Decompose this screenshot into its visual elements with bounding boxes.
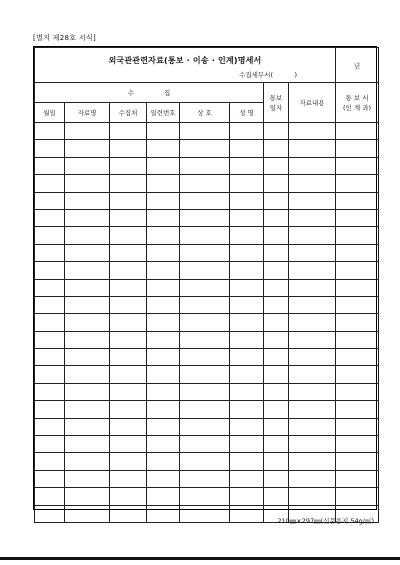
table-cell[interactable] [35, 262, 65, 279]
form-number-label: [별지 제28호 서식] [33, 34, 96, 42]
table-cell[interactable] [35, 366, 65, 383]
table-cell[interactable] [336, 140, 379, 157]
notice-header [336, 83, 379, 123]
table-row [35, 383, 379, 400]
table-cell[interactable] [180, 279, 230, 296]
table-cell[interactable] [65, 157, 110, 174]
table-cell[interactable] [264, 349, 289, 366]
table-cell[interactable] [35, 140, 65, 157]
col-header-item-name: 자료명 [65, 103, 110, 123]
table-cell[interactable] [35, 470, 65, 487]
table-cell[interactable] [230, 209, 264, 226]
table-cell[interactable] [180, 209, 230, 226]
table-cell[interactable] [180, 140, 230, 157]
table-cell[interactable] [110, 244, 147, 261]
table-cell[interactable] [147, 470, 180, 487]
table-cell[interactable] [230, 401, 264, 418]
table-cell[interactable] [230, 175, 264, 192]
table-cell[interactable] [230, 140, 264, 157]
table-cell[interactable] [147, 296, 180, 313]
table-cell[interactable] [65, 244, 110, 261]
table-cell[interactable] [230, 470, 264, 487]
notify-date-header [264, 83, 289, 123]
table-cell[interactable] [110, 470, 147, 487]
table-cell[interactable] [230, 366, 264, 383]
table-cell[interactable] [180, 453, 230, 470]
table-row [35, 418, 379, 435]
tax-office-label [239, 70, 297, 79]
table-cell[interactable] [65, 366, 110, 383]
table-cell[interactable] [147, 366, 180, 383]
table-row [35, 192, 379, 209]
table-cell[interactable] [35, 157, 65, 174]
table-cell[interactable] [110, 349, 147, 366]
collection-group-label: 수집 [127, 89, 201, 97]
table-cell[interactable] [230, 349, 264, 366]
table-cell[interactable] [65, 140, 110, 157]
table-cell[interactable] [35, 418, 65, 435]
table-cell[interactable] [336, 383, 379, 400]
table-cell[interactable] [289, 296, 336, 313]
table-cell[interactable] [147, 175, 180, 192]
col-header-date: 월일 [35, 103, 65, 123]
table-cell[interactable] [264, 383, 289, 400]
document-title: 외국관관련자료(통보 · 이송 · 인계)명세서 [108, 56, 262, 65]
table-cell[interactable] [336, 436, 379, 453]
table-cell[interactable] [65, 470, 110, 487]
table-cell[interactable] [180, 383, 230, 400]
table-cell[interactable] [264, 209, 289, 226]
notice-line-1: 통 보 서 [345, 93, 369, 102]
table-cell[interactable] [264, 470, 289, 487]
table-cell[interactable] [65, 227, 110, 244]
table-cell[interactable] [264, 262, 289, 279]
table-cell[interactable] [65, 505, 110, 522]
table-cell[interactable] [147, 331, 180, 348]
table-cell[interactable] [110, 383, 147, 400]
col-header-company: 상 호 [180, 103, 230, 123]
table-cell[interactable] [289, 366, 336, 383]
table-row [35, 366, 379, 383]
table-cell[interactable] [110, 279, 147, 296]
table-cell[interactable] [147, 244, 180, 261]
table-row [35, 227, 379, 244]
table-cell[interactable] [336, 175, 379, 192]
table-cell[interactable] [180, 505, 230, 522]
table-cell[interactable] [289, 209, 336, 226]
table-cell[interactable] [264, 453, 289, 470]
table-cell[interactable] [264, 436, 289, 453]
table-cell[interactable] [110, 505, 147, 522]
table-cell[interactable] [147, 401, 180, 418]
table-cell[interactable] [180, 227, 230, 244]
table-cell[interactable] [35, 383, 65, 400]
table-row [35, 436, 379, 453]
ledger-table [34, 47, 379, 523]
table-cell[interactable] [35, 488, 65, 505]
table-row [35, 157, 379, 174]
table-cell[interactable] [336, 488, 379, 505]
table-cell[interactable] [147, 123, 180, 140]
table-cell[interactable] [230, 262, 264, 279]
table-cell[interactable] [180, 488, 230, 505]
table-cell[interactable] [180, 175, 230, 192]
table-cell[interactable] [147, 209, 180, 226]
table-cell[interactable] [289, 244, 336, 261]
table-cell[interactable] [336, 123, 379, 140]
table-cell[interactable] [147, 192, 180, 209]
table-cell[interactable] [230, 488, 264, 505]
table-cell[interactable] [180, 244, 230, 261]
table-cell[interactable] [35, 244, 65, 261]
table-cell[interactable] [110, 157, 147, 174]
table-cell[interactable] [147, 436, 180, 453]
table-cell[interactable] [180, 314, 230, 331]
table-cell[interactable] [336, 192, 379, 209]
table-cell[interactable] [336, 279, 379, 296]
table-cell[interactable] [289, 436, 336, 453]
table-cell[interactable] [147, 279, 180, 296]
table-cell[interactable] [147, 157, 180, 174]
table-cell[interactable] [35, 505, 65, 522]
table-cell[interactable] [289, 401, 336, 418]
table-cell[interactable] [180, 418, 230, 435]
table-cell[interactable] [65, 331, 110, 348]
table-cell[interactable] [230, 383, 264, 400]
table-cell[interactable] [264, 227, 289, 244]
table-cell[interactable] [289, 175, 336, 192]
table-cell[interactable] [230, 436, 264, 453]
table-cell[interactable] [180, 123, 230, 140]
table-cell[interactable] [230, 227, 264, 244]
table-cell[interactable] [336, 470, 379, 487]
table-row [35, 175, 379, 192]
table-cell[interactable] [110, 192, 147, 209]
table-cell[interactable] [230, 123, 264, 140]
table-cell[interactable] [110, 227, 147, 244]
table-cell[interactable] [110, 453, 147, 470]
table-cell[interactable] [289, 470, 336, 487]
bottom-rule [0, 557, 400, 560]
table-row [35, 209, 379, 226]
ledger-form [33, 46, 377, 510]
notify-date-line-2: 일자 [269, 103, 283, 112]
table-cell[interactable] [65, 418, 110, 435]
table-cell[interactable] [147, 418, 180, 435]
table-cell[interactable] [264, 123, 289, 140]
paper-spec-footer: 210㎜×297㎜(신문용지 54g/㎡) [277, 517, 374, 525]
table-row [35, 453, 379, 470]
table-cell[interactable] [35, 349, 65, 366]
table-cell[interactable] [147, 140, 180, 157]
table-cell[interactable] [264, 488, 289, 505]
table-cell[interactable] [110, 123, 147, 140]
table-row [35, 296, 379, 313]
table-cell[interactable] [230, 244, 264, 261]
table-cell[interactable] [264, 314, 289, 331]
content-header: 자료내용 [289, 83, 336, 123]
table-cell[interactable] [264, 157, 289, 174]
table-cell[interactable] [264, 192, 289, 209]
table-cell[interactable] [264, 244, 289, 261]
table-cell[interactable] [230, 505, 264, 522]
table-row [35, 123, 379, 140]
table-cell[interactable] [289, 227, 336, 244]
table-cell[interactable] [110, 436, 147, 453]
table-row [35, 331, 379, 348]
table-cell[interactable] [35, 175, 65, 192]
table-cell[interactable] [65, 453, 110, 470]
table-cell[interactable] [230, 296, 264, 313]
table-cell[interactable] [336, 453, 379, 470]
table-cell[interactable] [35, 296, 65, 313]
table-cell[interactable] [289, 349, 336, 366]
table-cell[interactable] [230, 279, 264, 296]
table-cell[interactable] [65, 192, 110, 209]
table-cell[interactable] [35, 436, 65, 453]
table-cell[interactable] [230, 157, 264, 174]
table-cell[interactable] [336, 401, 379, 418]
table-cell[interactable] [336, 244, 379, 261]
table-cell[interactable] [264, 401, 289, 418]
table-cell[interactable] [65, 296, 110, 313]
table-cell[interactable] [35, 331, 65, 348]
table-cell[interactable] [65, 209, 110, 226]
table-cell[interactable] [264, 279, 289, 296]
table-cell[interactable] [289, 331, 336, 348]
table-cell[interactable] [230, 453, 264, 470]
table-row [35, 244, 379, 261]
table-cell[interactable] [289, 418, 336, 435]
table-row [35, 140, 379, 157]
table-cell[interactable] [289, 453, 336, 470]
title-cell [35, 48, 336, 83]
table-cell[interactable] [110, 262, 147, 279]
table-cell[interactable] [147, 383, 180, 400]
table-row [35, 401, 379, 418]
table-cell[interactable] [35, 401, 65, 418]
table-cell[interactable] [264, 331, 289, 348]
table-cell[interactable] [147, 488, 180, 505]
table-cell[interactable] [65, 262, 110, 279]
table-cell[interactable] [289, 192, 336, 209]
tax-office-suffix: ) [294, 71, 297, 79]
table-cell[interactable] [336, 157, 379, 174]
table-cell[interactable] [65, 279, 110, 296]
notify-date-line-1: 통보 [269, 93, 283, 102]
table-cell[interactable] [180, 157, 230, 174]
table-cell[interactable] [264, 296, 289, 313]
table-cell[interactable] [336, 418, 379, 435]
table-cell[interactable] [289, 157, 336, 174]
table-cell[interactable] [180, 331, 230, 348]
table-cell[interactable] [289, 140, 336, 157]
table-cell[interactable] [65, 488, 110, 505]
table-cell[interactable] [336, 331, 379, 348]
table-cell[interactable] [264, 418, 289, 435]
col-header-source: 수집처 [110, 103, 147, 123]
table-cell[interactable] [110, 314, 147, 331]
table-cell[interactable] [230, 192, 264, 209]
table-cell[interactable] [35, 227, 65, 244]
table-cell[interactable] [180, 366, 230, 383]
collection-group-header [35, 83, 264, 103]
table-cell[interactable] [180, 349, 230, 366]
table-cell[interactable] [289, 262, 336, 279]
table-row [35, 349, 379, 366]
table-cell[interactable] [110, 209, 147, 226]
table-cell[interactable] [65, 349, 110, 366]
table-cell[interactable] [230, 331, 264, 348]
table-row [35, 279, 379, 296]
table-cell[interactable] [110, 418, 147, 435]
table-cell[interactable] [147, 453, 180, 470]
table-cell[interactable] [289, 123, 336, 140]
table-cell[interactable] [289, 314, 336, 331]
table-cell[interactable] [264, 175, 289, 192]
table-cell[interactable] [65, 401, 110, 418]
table-cell[interactable] [336, 366, 379, 383]
table-cell[interactable] [35, 279, 65, 296]
table-cell[interactable] [336, 209, 379, 226]
table-cell[interactable] [336, 349, 379, 366]
table-cell[interactable] [147, 349, 180, 366]
table-cell[interactable] [180, 296, 230, 313]
table-cell[interactable] [147, 262, 180, 279]
table-cell[interactable] [336, 314, 379, 331]
table-cell[interactable] [110, 140, 147, 157]
notice-line-2: (인 계 과) [342, 103, 372, 112]
table-cell[interactable] [289, 488, 336, 505]
table-cell[interactable] [230, 314, 264, 331]
table-cell[interactable] [110, 331, 147, 348]
table-cell[interactable] [289, 279, 336, 296]
table-cell[interactable] [180, 401, 230, 418]
table-row [35, 488, 379, 505]
col-header-name: 성 명 [230, 103, 264, 123]
table-cell[interactable] [289, 383, 336, 400]
table-cell[interactable] [230, 418, 264, 435]
table-cell[interactable] [336, 227, 379, 244]
table-row [35, 314, 379, 331]
table-cell[interactable] [264, 140, 289, 157]
table-cell[interactable] [180, 436, 230, 453]
tax-office-prefix: 수집세무서( [239, 71, 273, 79]
table-cell[interactable] [110, 366, 147, 383]
table-cell[interactable] [35, 209, 65, 226]
table-cell[interactable] [65, 123, 110, 140]
col-header-serial-number: 일련번호 [147, 103, 180, 123]
table-cell[interactable] [180, 470, 230, 487]
table-cell[interactable] [110, 401, 147, 418]
table-cell[interactable] [147, 314, 180, 331]
table-cell[interactable] [65, 436, 110, 453]
table-row [35, 470, 379, 487]
year-cell: 년 [336, 48, 379, 83]
table-cell[interactable] [180, 192, 230, 209]
table-row [35, 262, 379, 279]
table-cell[interactable] [35, 314, 65, 331]
table-cell[interactable] [110, 175, 147, 192]
table-cell[interactable] [180, 262, 230, 279]
table-cell[interactable] [147, 505, 180, 522]
table-cell[interactable] [336, 262, 379, 279]
table-cell[interactable] [147, 227, 180, 244]
table-cell[interactable] [65, 383, 110, 400]
table-cell[interactable] [35, 453, 65, 470]
table-cell[interactable] [65, 314, 110, 331]
table-cell[interactable] [35, 123, 65, 140]
table-cell[interactable] [336, 296, 379, 313]
table-cell[interactable] [110, 488, 147, 505]
table-cell[interactable] [110, 296, 147, 313]
table-cell[interactable] [65, 175, 110, 192]
table-cell[interactable] [264, 366, 289, 383]
table-cell[interactable] [35, 192, 65, 209]
